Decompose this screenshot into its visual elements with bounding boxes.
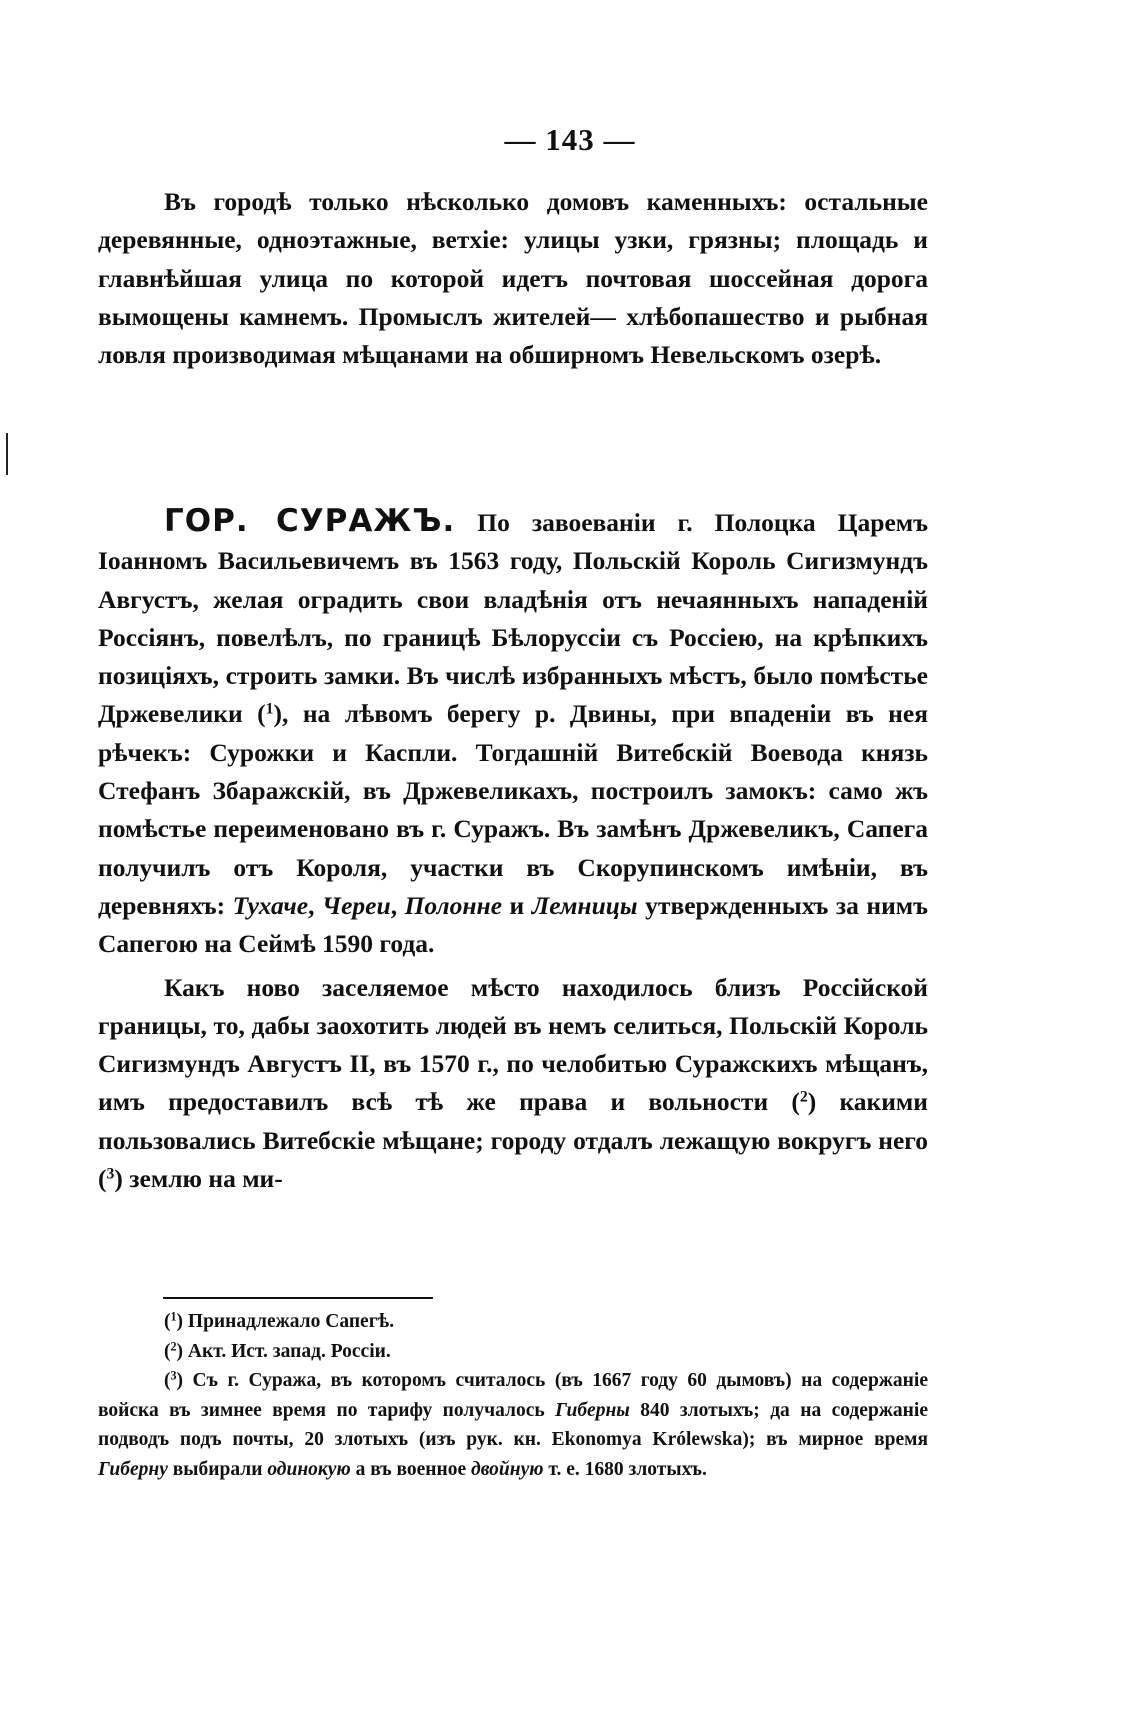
footnote-3-italic-odinokuyu: одинокую <box>267 1458 351 1480</box>
p2-text-end: ) землю на ми- <box>114 1164 283 1194</box>
p1-text-end: утвержденныхъ за нимъ Сапегою на Сеймѣ 1590 года. <box>98 890 929 959</box>
p1-text-a: По завоеваніи г. Полоцка Царемъ Іоанномъ Васильевичемъ въ 1563 году, Польскій Король Сигизмундъ Августъ, желая оградить свои владѣнія отъ нечаянныхъ нападеній Россіянъ, повелѣлъ, по границѣ Бѣлоруссіи съ Россіею, на крѣпкихъ позиціяхъ, строить замки. Въ числѣ избранныхъ мѣстъ, было помѣстье Држевелики ( <box>98 508 928 729</box>
footnote-ref-2: 2 <box>799 1088 808 1106</box>
intro-paragraph: Въ городѣ только нѣсколько домовъ каменныхъ: остальные деревянные, одноэтажные, ветхіе: улицы узки, грязны; площадь и главнѣйшая улица по которой идетъ почтовая шоссейная дорога вымощены камнемъ. Промыслъ жителей— хлѣбопашество и рыбная ловля производимая мѣщанами на обширномъ Невельскомъ озерѣ. <box>98 187 928 370</box>
p1-text-b: ), на лѣвомъ берегу р. Двины, при впаденіи въ нея рѣчекъ: Сурожки и Каспли. Тогдашній Витебскій Воевода князь Стефанъ Збаражскій, въ Држевеликахъ, построилъ замокъ: само жъ помѣстье переименовано въ г. Суражъ. Въ замѣнъ Држевеликъ, Сапега получилъ отъ Короля, участки въ Скорупинскомъ имѣніи, въ деревняхъ: <box>98 699 928 920</box>
footnote-2-mark: 2 <box>170 1338 177 1353</box>
footnote-3-text-a: Съ г. Суража, въ которомъ считалось (въ 1667 году 60 дымовъ) на содержаніе войска въ зимнее время по тарифу получалось <box>98 1370 928 1421</box>
footnote-2-text: Акт. Ист. запад. Россіи. <box>183 1340 391 1362</box>
p2-text-b: ) какими пользовались Витебскіе мѣщане; городу отдалъ лежащую вокругъ него ( <box>98 1087 928 1194</box>
footnote-3-text-e: т. е. 1680 злотыхъ. <box>543 1458 707 1480</box>
intro-paragraph-block <box>98 183 928 374</box>
village-polonne: Полонне <box>404 890 503 920</box>
village-tukhache: Тухаче <box>232 890 309 920</box>
margin-mark <box>6 433 8 475</box>
footnote-3-italic-giberny: Гиберны <box>555 1399 630 1421</box>
suraj-section <box>98 502 928 1198</box>
footnote-3-italic-giberny-2: Гиберну <box>98 1458 168 1480</box>
suraj-paragraph-1: ГОР. СУРАЖЪ. По завоеваніи г. Полоцка Царемъ Іоанномъ Васильевичемъ въ 1563 году, Польскій Король Сигизмундъ Августъ, желая оградить свои владѣнія отъ нечаянныхъ нападеній Россіянъ, повелѣлъ, по границѣ Бѣлоруссіи съ Россіею, на крѣпкихъ позиціяхъ, строить замки. Въ числѣ избранныхъ мѣстъ, было помѣстье Држевелики ($^1$), на лѣвомъ берегу р. Двины, при впаденіи въ нея рѣчекъ: Сурожки и Каспли. Тогдашній Витебскій Воевода князь Стефанъ Збаражскій, въ Држевеликахъ, построилъ замокъ: само жъ помѣстье переименовано въ г. Суражъ. Въ замѣнъ Држевеликъ, Сапега получилъ отъ Короля, участки въ Скорупинскомъ имѣніи, въ деревняхъ: Тухаче, Череи, Полонне и Лемницы утвержденныхъ за нимъ Сапегою на Сеймѣ 1590 года. <box>98 503 929 959</box>
footnote-3-text-d: а въ военное <box>350 1458 472 1480</box>
section-heading: ГОР. СУРАЖЪ. <box>164 503 456 539</box>
footnote-3-mark: 3 <box>170 1368 177 1383</box>
footnote-2: ($^2$) Акт. Ист. запад. Россіи. <box>164 1338 391 1362</box>
page-number: — 143 — <box>504 122 636 157</box>
p2-text-a: Какъ ново заселяемое мѣсто находилось близъ Россійской границы, то, дабы заохотить людей въ немъ селиться, Польскій Король Сигизмундъ Августъ II, въ 1570 г., по челобитью Суражскихъ мѣщанъ, имъ предоставилъ всѣ тѣ же права и вольности ( <box>98 972 928 1117</box>
footnote-3: ($^3$) Съ г. Суража, въ которомъ считалось (въ 1667 году 60 дымовъ) на содержаніе войска въ зимнее время по тарифу получалось Гиберны 840 злотыхъ; да на содержаніе подводъ подъ почты, 20 злотыхъ (изъ рук. кн. Ekonomya Królewska); въ мирное время Гиберну выбирали одинокую а въ военное двойную т. е. 1680 злотыхъ. <box>98 1368 928 1480</box>
footnote-ref-3: 3 <box>106 1165 115 1183</box>
footnote-3-text-c: выбирали <box>167 1458 268 1480</box>
footnote-1: ($^1$) Принадлежало Сапегѣ. <box>164 1309 395 1332</box>
village-lemnitsy: Лемницы <box>531 890 638 920</box>
footnote-3-italic-dvoinuyu: двойную <box>471 1458 544 1480</box>
footnote-1-text: Принадлежало Сапегѣ. <box>183 1311 395 1332</box>
suraj-paragraph-2 <box>98 969 928 1199</box>
village-cherei: Череи <box>322 890 391 920</box>
village-and: и <box>502 890 532 920</box>
footnotes <box>98 1307 928 1484</box>
footnote-1-mark: 1 <box>170 1309 177 1324</box>
footnote-divider <box>163 1297 433 1299</box>
footnote-3-text-b: 840 злотыхъ; да на содержаніе подводъ подъ почты, 20 злотыхъ (изъ рук. кн. Ekonomya Królewska); въ мирное время <box>98 1399 928 1450</box>
footnote-ref-1: 1 <box>265 700 274 718</box>
